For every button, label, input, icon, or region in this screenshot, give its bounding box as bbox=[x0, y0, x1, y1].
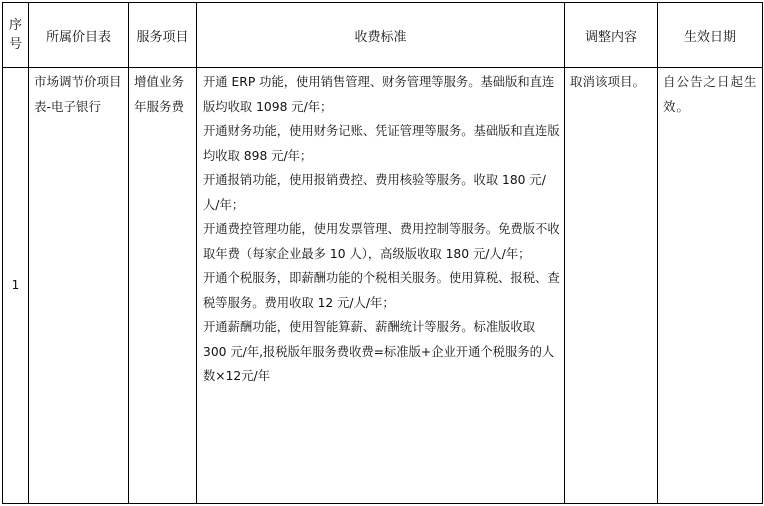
header-effective-date: 生效日期 bbox=[658, 3, 763, 68]
header-seq-line1: 序 bbox=[8, 18, 22, 33]
header-seq-line2: 号 bbox=[8, 37, 22, 52]
standard-item-payroll: 开通薪酬功能，使用智能算薪、薪酬统计等服务。标准版收取 300 元/年,报税版年服务费收费=标准版+企业开通个税服务的人数×12元/年 bbox=[203, 320, 555, 383]
standard-item-expense-control: 开通费控管理功能，使用发票管理、费用控制等服务。免费版不收取年费（每家企业最多 10 人），高级版收取 180 元/人/年； bbox=[203, 222, 560, 261]
cell-service: 增值业务年服务费 bbox=[129, 68, 197, 504]
cell-category: 市场调节价项目表-电子银行 bbox=[29, 68, 129, 504]
cell-adjustment: 取消该项目。 bbox=[565, 68, 658, 504]
fee-adjustment-table bbox=[2, 2, 763, 504]
header-adjustment: 调整内容 bbox=[565, 3, 658, 68]
standard-item-finance: 开通财务功能，使用财务记账、凭证管理等服务。基础版和直连版均收取 898 元/年； bbox=[203, 124, 560, 163]
header-category: 所属价目表 bbox=[29, 3, 129, 68]
table-row bbox=[3, 68, 763, 504]
header-service: 服务项目 bbox=[129, 3, 197, 68]
cell-effective-date: 自公告之日起生效。 bbox=[658, 68, 763, 504]
standard-item-reimbursement: 开通报销功能，使用报销费控、费用核验等服务。收取 180 元/人/年； bbox=[203, 173, 546, 212]
standard-item-erp: 开通 ERP 功能，使用销售管理、财务管理等服务。基础版和直连版均收取 1098 元/年； bbox=[203, 75, 555, 114]
header-standard: 收费标准 bbox=[197, 3, 565, 68]
header-seq bbox=[3, 3, 29, 68]
standard-item-income-tax: 开通个税服务，即薪酬功能的个税相关服务。使用算税、报税、查税等服务。费用收取 12 元/人/年； bbox=[203, 271, 560, 310]
cell-standard bbox=[197, 68, 565, 504]
cell-seq: 1 bbox=[3, 68, 29, 504]
table-header-row bbox=[3, 3, 763, 68]
